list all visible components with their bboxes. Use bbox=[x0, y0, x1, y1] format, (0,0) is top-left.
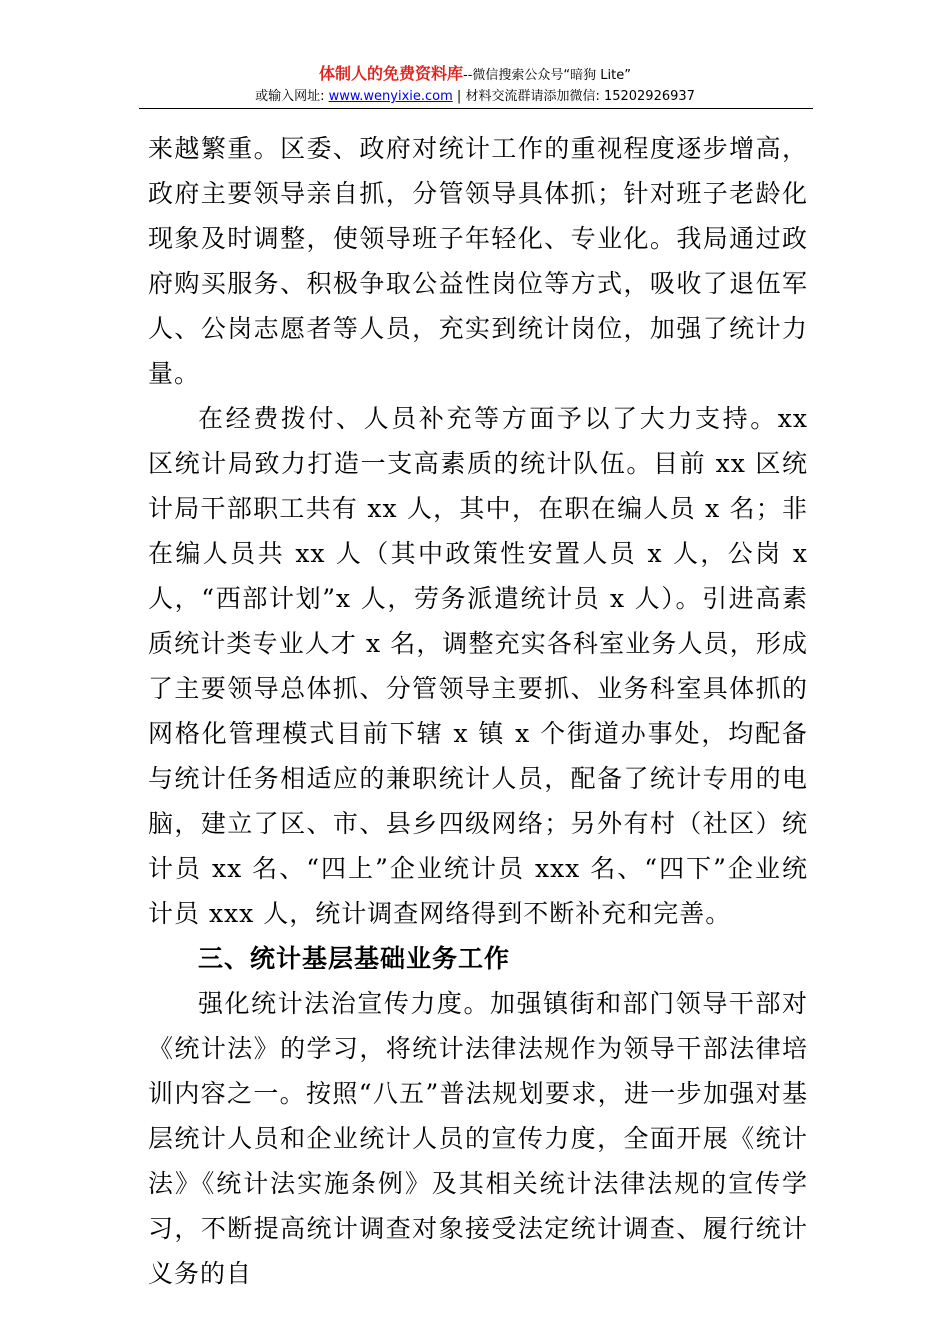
contact-info: | 材料交流群请添加微信: 15202926937 bbox=[452, 89, 695, 104]
document-body bbox=[148, 126, 808, 1296]
header-contact-line bbox=[0, 88, 950, 106]
paragraph-2: 在经费拨付、人员补充等方面予以了大力支持。xx 区统计局致力打造一支高素质的统计队伍。目前 xx 区统计局干部职工共有 xx 人，其中，在职在编人员 x 名；非在编人员共 xx 人（其中政策性安置人员 x 人，公岗 x 人，“西部计划”x 人，劳务派遣统计员 x 人）。引进高素质统计类专业人才 x 名，调整充实各科室业务人员，形成了主要领导总体抓、分管领导主要抓、业务科室具体抓的网格化管理模式目前下辖 x 镇 x 个街道办事处，均配备与统计任务相适应的兼职统计人员，配备了统计专用的电脑，建立了区、市、县乡四级网络；另外有村（社区）统计员 xx 名、“四上”企业统计员 xxx 名、“四下”企业统计员 xxx 人，统计调查网络得到不断补充和完善。 bbox=[148, 404, 808, 928]
header-title-line bbox=[0, 64, 950, 86]
website-link[interactable]: www.wenyixie.com bbox=[328, 89, 453, 104]
url-prefix: 或输入网址: bbox=[255, 89, 329, 104]
header-divider bbox=[139, 108, 813, 109]
wechat-note: --微信搜索公众号“暗狗 Lite” bbox=[463, 68, 631, 83]
brand-title: 体制人的免费资料库 bbox=[319, 64, 464, 83]
paragraph-3: 强化统计法治宣传力度。加强镇街和部门领导干部对《统计法》的学习，将统计法律法规作为领导干部法律培训内容之一。按照“八五”普法规划要求，进一步加强对基层统计人员和企业统计人员的宣传力度，全面开展《统计法》《统计法实施条例》及其相关统计法律法规的宣传学习，不断提高统计调查对象接受法定统计调查、履行统计义务的自 bbox=[148, 989, 808, 1288]
page-header bbox=[0, 64, 950, 106]
section-heading: 三、统计基层基础业务工作 bbox=[198, 944, 511, 973]
paragraph-1: 来越繁重。区委、政府对统计工作的重视程度逐步增高，政府主要领导亲自抓，分管领导具体抓；针对班子老龄化现象及时调整，使领导班子年轻化、专业化。我局通过政府购买服务、积极争取公益性岗位等方式，吸收了退伍军人、公岗志愿者等人员，充实到统计岗位，加强了统计力量。 bbox=[148, 134, 808, 388]
